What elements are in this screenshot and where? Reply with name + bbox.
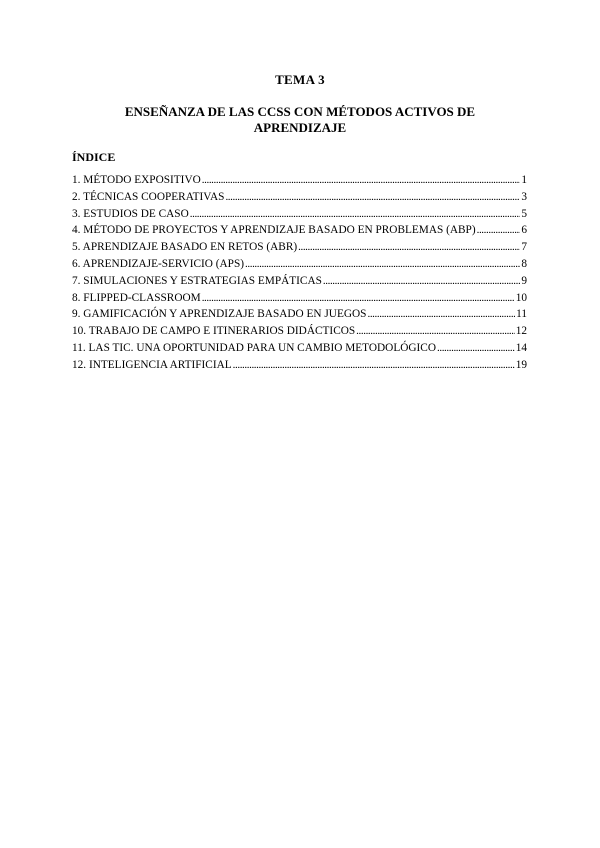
index-heading: ÍNDICE <box>72 150 116 164</box>
toc-entry-10[interactable] <box>72 325 527 342</box>
toc-entry-page: 9 <box>521 274 527 287</box>
toc-dot-leader <box>202 174 521 186</box>
toc-entry-3[interactable] <box>72 208 527 225</box>
toc-dot-leader <box>356 325 515 337</box>
toc-entry-label: 12. INTELIGENCIA ARTIFICIAL <box>72 358 232 371</box>
toc-entry-label: 9. GAMIFICACIÓN Y APRENDIZAJE BASADO EN JUEGOS <box>72 308 367 321</box>
toc-entry-page: 7 <box>521 241 527 254</box>
toc-entry-5[interactable] <box>72 241 527 258</box>
toc-dot-leader <box>437 342 515 354</box>
toc-entry-label: 2. TÉCNICAS COOPERATIVAS <box>72 190 225 203</box>
toc-entry-8[interactable] <box>72 292 527 309</box>
toc-dot-leader <box>190 208 521 220</box>
table-of-contents <box>72 174 527 376</box>
toc-entry-label: 8. FLIPPED-CLASSROOM <box>72 291 201 304</box>
toc-dot-leader <box>233 359 515 371</box>
toc-entry-label: 3. ESTUDIOS DE CASO <box>72 207 189 220</box>
toc-entry-7[interactable] <box>72 275 527 292</box>
toc-dot-leader <box>367 308 515 320</box>
toc-entry-page: 19 <box>515 358 527 371</box>
toc-entry-label: 6. APRENDIZAJE-SERVICIO (APS) <box>72 257 245 270</box>
tema-heading: TEMA 3 <box>275 72 325 87</box>
toc-entry-page: 6 <box>521 224 527 237</box>
toc-entry-9[interactable] <box>72 308 527 325</box>
toc-entry-page: 11 <box>516 308 527 321</box>
toc-entry-page: 14 <box>515 341 527 354</box>
toc-dot-leader <box>298 241 520 253</box>
toc-entry-page: 8 <box>521 257 527 270</box>
toc-entry-page: 10 <box>515 291 527 304</box>
toc-dot-leader <box>323 275 520 287</box>
toc-dot-leader <box>225 191 520 203</box>
toc-entry-page: 1 <box>521 174 527 186</box>
toc-entry-page: 12 <box>515 325 527 338</box>
toc-entry-2[interactable] <box>72 191 527 208</box>
toc-entry-label: 1. MÉTODO EXPOSITIVO <box>72 174 201 186</box>
toc-entry-6[interactable] <box>72 258 527 275</box>
toc-entry-label: 11. LAS TIC. UNA OPORTUNIDAD PARA UN CAMBIO METODOLÓGICO <box>72 341 436 354</box>
document-title: ENSEÑANZA DE LAS CCSS CON MÉTODOS ACTIVOS DE APRENDIZAJE <box>124 104 476 135</box>
toc-dot-leader <box>245 258 520 270</box>
toc-entry-page: 3 <box>521 190 527 203</box>
toc-dot-leader <box>477 224 521 236</box>
toc-entry-label: 7. SIMULACIONES Y ESTRATEGIAS EMPÁTICAS <box>72 274 322 287</box>
toc-entry-12[interactable] <box>72 359 527 376</box>
toc-entry-label: 10. TRABAJO DE CAMPO E ITINERARIOS DIDÁCTICOS <box>72 325 356 338</box>
toc-entry-4[interactable] <box>72 224 527 241</box>
toc-entry-11[interactable] <box>72 342 527 359</box>
toc-entry-page: 5 <box>521 207 527 220</box>
toc-dot-leader <box>202 292 515 304</box>
toc-entry-label: 5. APRENDIZAJE BASADO EN RETOS (ABR) <box>72 241 298 254</box>
toc-entry-1[interactable] <box>72 174 527 191</box>
toc-entry-label: 4. MÉTODO DE PROYECTOS Y APRENDIZAJE BASADO EN PROBLEMAS (ABP) <box>72 224 476 237</box>
